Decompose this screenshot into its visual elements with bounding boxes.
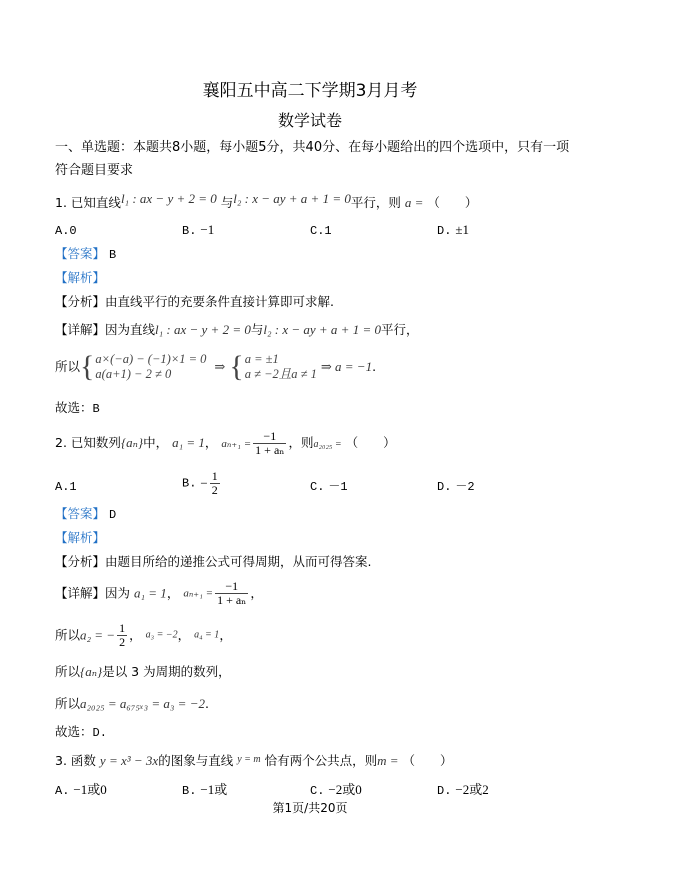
question-1-stem (55, 191, 478, 211)
q1-xiangjie: 【详解】因为直线l₁ : ax − y + 2 = 0与l₂ : x − ay + a + 1 = 0平行， (55, 322, 419, 337)
math-l2: l₂ : x − ay + a + 1 = 0 (233, 191, 351, 206)
answer-label: 【答案】 (55, 246, 106, 261)
q1-system: 所以{ a×(−a) − (−1)×1 = 0 a(a+1) − 2 ≠ 0 ⇒ { a = ±1 a ≠ −2且a ≠ 1 ⇒ a = −1. (55, 350, 377, 383)
q2-option-c: C. －1 (310, 480, 348, 494)
exam-subtitle: 数学试卷 (277, 111, 342, 130)
q2-fenxi: 【分析】由题目所给的递推公式可得周期，从而可得答案. (55, 554, 372, 569)
section-header-line1: 一、单选题：本题共8小题，每小题5分，共40分、在每小题给出的四个选项中，只有一项 (55, 140, 570, 155)
stem-text: 平行，则 (350, 195, 401, 210)
q2-option-b: B. − $\frac{1}{2}$ (182, 469, 218, 497)
q1-fenxi: 【分析】由直线平行的充要条件直接计算即可求解. (55, 294, 334, 309)
question-number: 1. (55, 195, 67, 210)
math-ask: a = (404, 195, 424, 210)
q2-period-line: 所以{aₙ}是以 3 为周期的数列， (55, 664, 231, 679)
q2-final-line: 所以a₂₀₂₅ = a₆₇₅ₓ₃ = a₃ = −2. (55, 696, 209, 711)
q1-option-a: A.0 (55, 224, 77, 238)
q1-option-c: C.1 (310, 224, 332, 238)
q2-option-a: A.1 (55, 480, 77, 494)
q3-option-a: A. −1或0 (55, 782, 107, 798)
q1-option-d: D. ±1 (437, 222, 470, 238)
q2-xiangjie: 【详解】因为 a₁ = 1， aₙ₊₁ = $\frac{-1}{\text{1 + aₙ}}$ ， (55, 579, 263, 607)
math-l1: l₁ : ax − y + 2 = 0 (120, 191, 217, 206)
q3-option-b: B. −1或 (182, 782, 228, 798)
q2-choose: 故选：D. (55, 724, 107, 740)
question-2-stem: 2. 已知数列{aₙ}中， a₁ = 1， aₙ₊₁ = $\frac{-1}{\text{1 + aₙ}}$ ，则a₂₀₂₅ = （ ） (55, 429, 396, 457)
q2-analysis-label: 【解析】 (55, 530, 106, 545)
q3-option-d: D. −2或2 (437, 782, 489, 798)
q1-analysis-label: 【解析】 (55, 270, 106, 285)
stem-text: 与 (220, 195, 234, 210)
q1-choose: 故选：B (55, 400, 100, 416)
section-header-line2: 符合题目要求 (55, 163, 134, 178)
q1-answer: 【答案】 B (55, 246, 117, 262)
q2-terms: 所以a₂ = − $\frac{1}{2}$ ， a₃ = −2， a₄ = 1， (55, 621, 232, 649)
q2-answer: 【答案】 D (55, 506, 117, 522)
answer-paren: （ ） (427, 195, 478, 210)
stem-text: 已知直线 (70, 195, 121, 210)
q3-option-c: C. −2或0 (310, 782, 362, 798)
page-footer: 第1页/共20页 (272, 801, 348, 815)
q2-option-d: D. －2 (437, 480, 475, 494)
question-3-stem: 3. 函数 y = x³ − 3x的图象与直线 $^{y = m}$ 恰有两个公共点，则m = （ ） (55, 753, 453, 768)
exam-title: 襄阳五中高二下学期3月月考 (202, 81, 418, 101)
q1-option-b: B. −1 (182, 222, 215, 238)
